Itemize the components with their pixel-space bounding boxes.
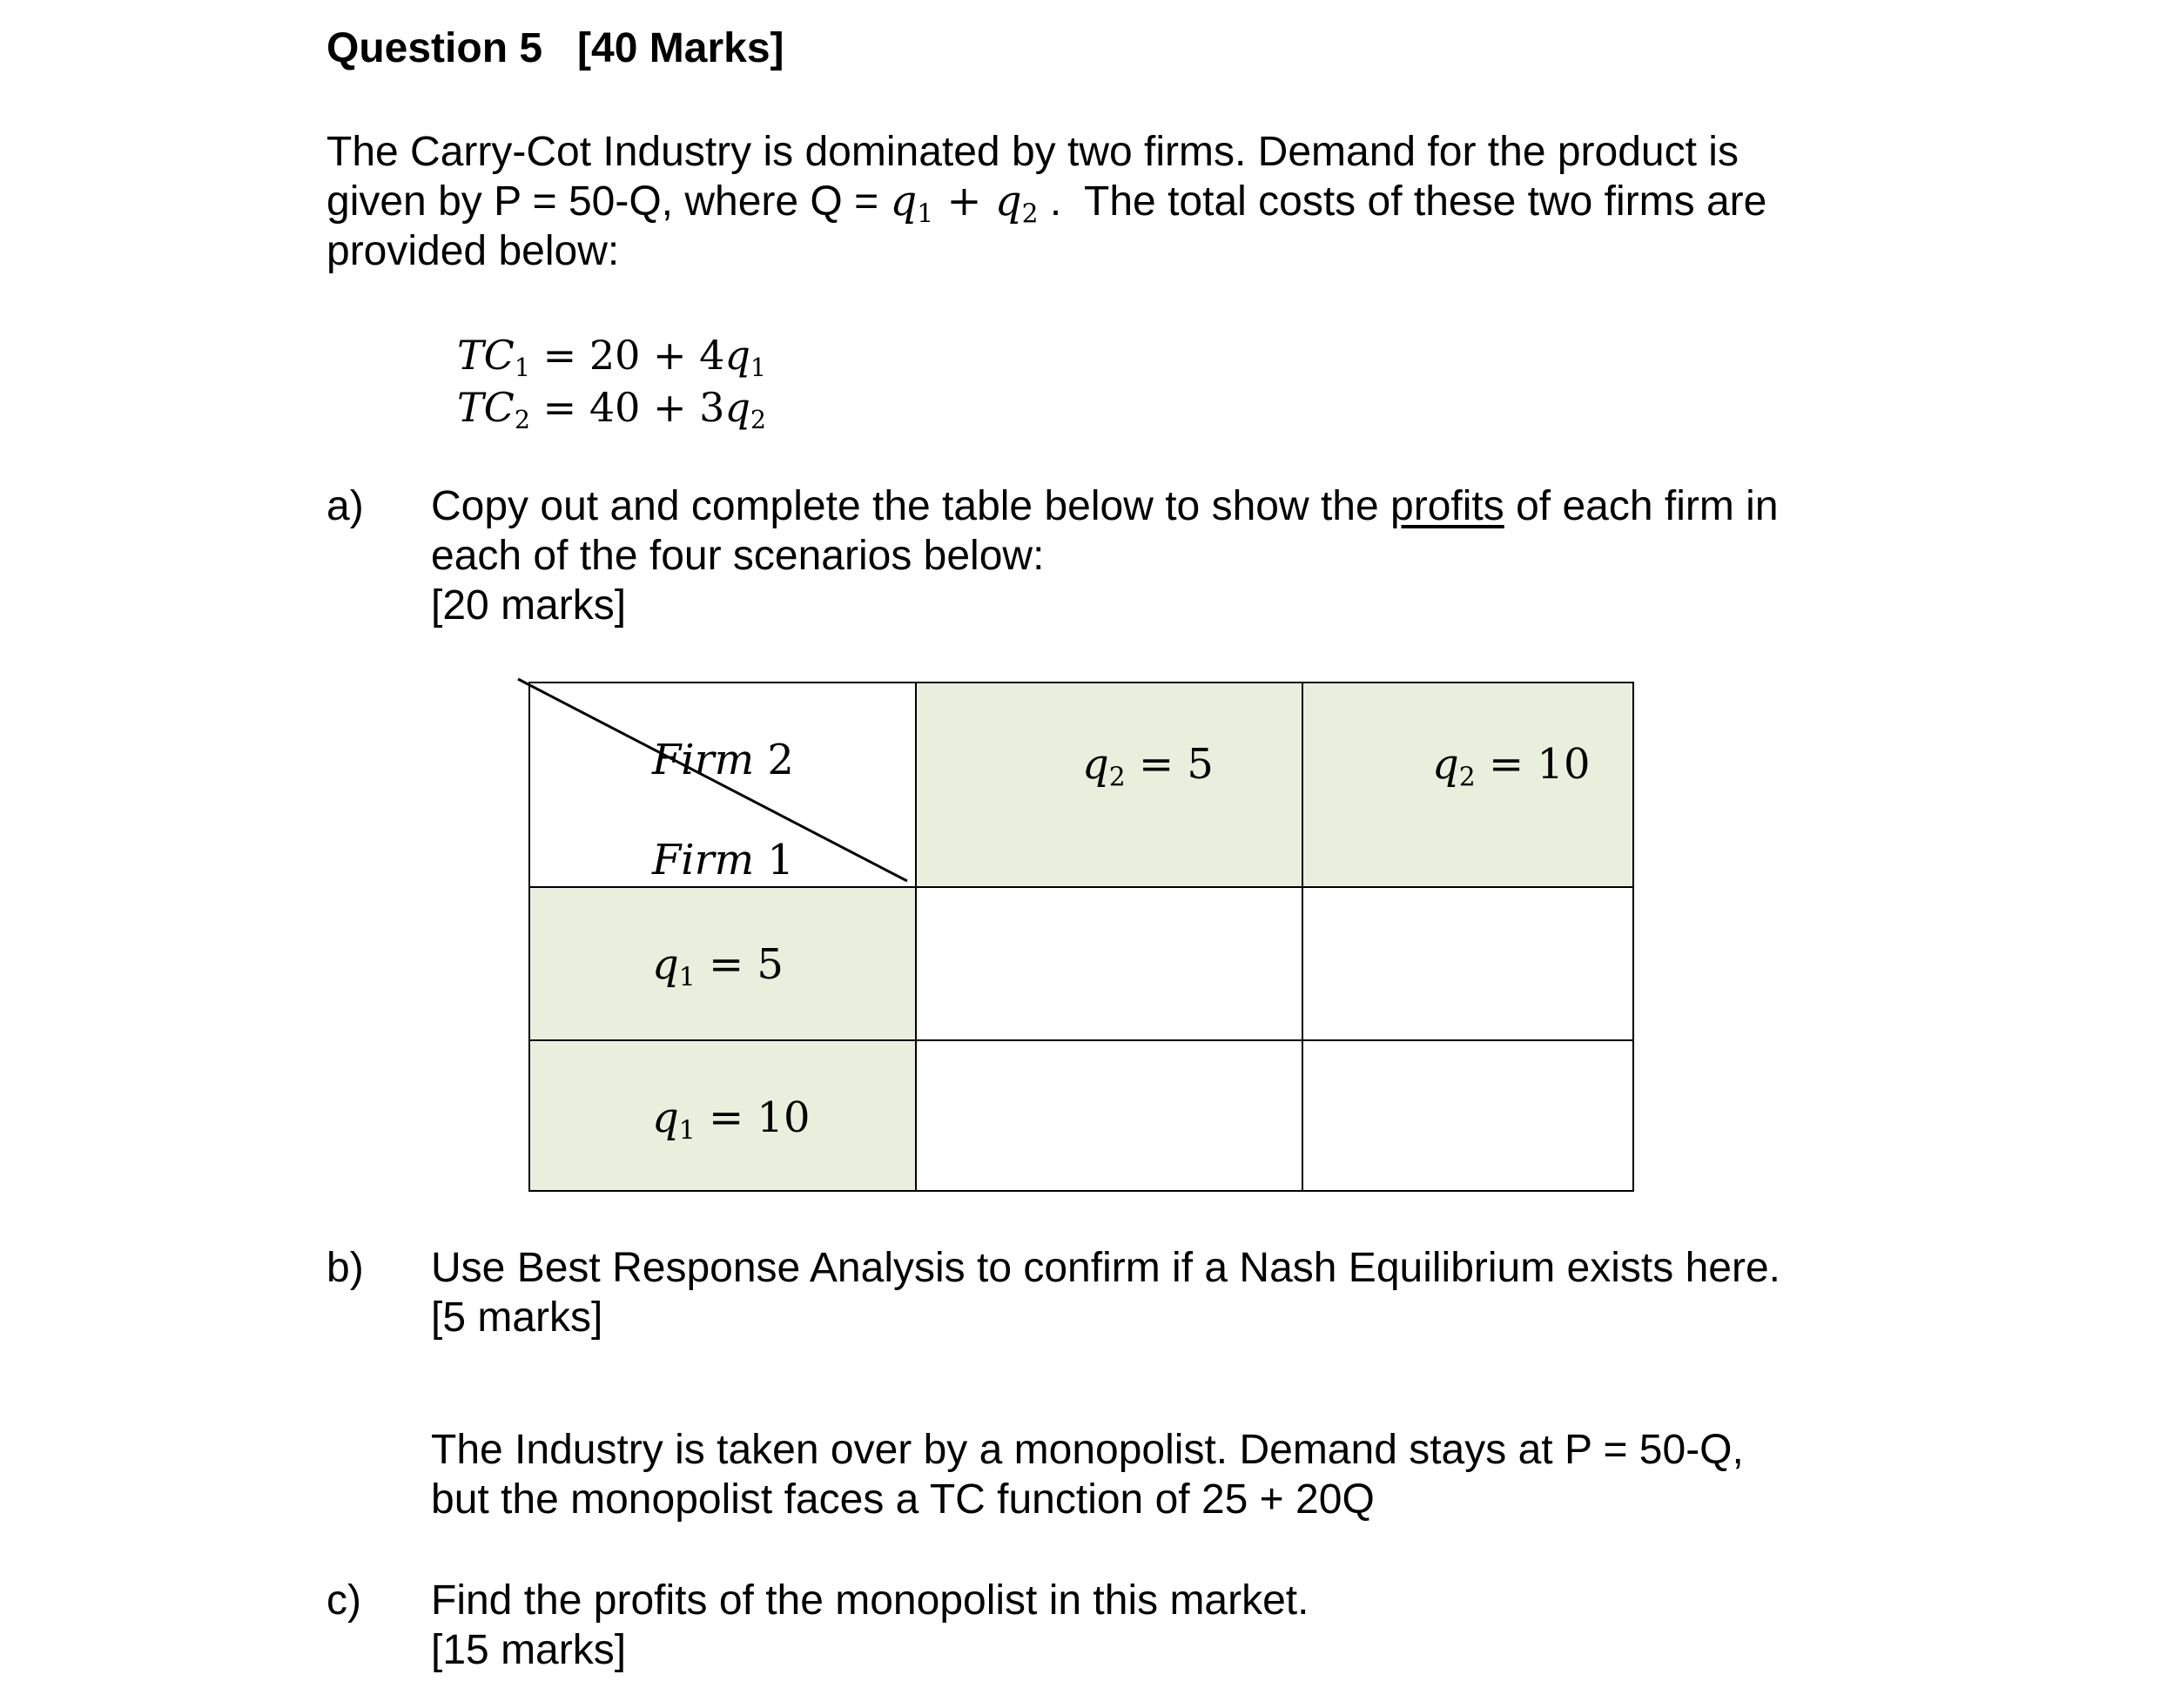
intro-line-1: The Carry-Cot Industry is dominated by two firms. Demand for the product is	[326, 129, 1739, 175]
table-cell-r1-c1	[915, 886, 1303, 1041]
part-b-marks: [5 marks]	[431, 1294, 603, 1341]
row-header-q1-10: $q_1 = 10$	[528, 1039, 917, 1192]
question-total-marks: [40 Marks]	[577, 25, 784, 71]
firm1-header: Firm 1	[652, 836, 794, 884]
part-c-question: Find the profits of the monopolist in this market.	[431, 1577, 1309, 1624]
part-b-question: Use Best Response Analysis to confirm if a Nash Equilibrium exists here.	[431, 1245, 1780, 1291]
part-c-marks: [15 marks]	[431, 1627, 627, 1673]
part-a-text	[431, 481, 2085, 630]
part-c-text	[431, 1576, 2085, 1675]
part-a-marks: [20 marks]	[431, 582, 627, 629]
monopoly-paragraph	[431, 1425, 2085, 1524]
monopoly-line-2: but the monopolist faces a TC function of 25 + 20Q	[431, 1476, 1375, 1523]
table-cell-r1-c2	[1302, 886, 1634, 1041]
firm2-header: Firm 2	[652, 736, 794, 784]
column-header-q2-5: $q_2 = 5$	[915, 682, 1303, 888]
row-header-q1-5: $q_1 = 5$	[528, 886, 917, 1041]
payoff-table	[528, 682, 1634, 1192]
cost-equations	[457, 329, 766, 434]
profits-underlined: profits	[1390, 483, 1504, 529]
part-b-label: b)	[326, 1245, 364, 1291]
column-header-q2-10: $q_2 = 10$	[1302, 682, 1634, 888]
intro-paragraph	[326, 127, 2111, 276]
monopoly-line-1: The Industry is taken over by a monopolist. Demand stays at P = 50-Q,	[431, 1427, 1744, 1473]
q-sum-formula: $q_1 + q_2$	[890, 177, 1039, 230]
table-cell-r2-c2	[1302, 1039, 1634, 1192]
intro-line-2: given by P = 50-Q, where $Q = q_1 + q_2$ . The total costs of these two firms are	[326, 177, 1767, 230]
part-c-label: c)	[326, 1577, 361, 1624]
question-title	[326, 24, 784, 72]
tc1-equation: $TC_1 = 20 + 4q_1$	[457, 332, 767, 382]
part-b-text	[431, 1243, 2085, 1342]
part-a-line-2: each of the four scenarios below:	[431, 533, 1045, 579]
intro-line-3: provided below:	[326, 228, 620, 274]
part-a-label: a)	[326, 483, 364, 529]
tc2-equation: $TC_2 = 40 + 3q_2$	[457, 384, 767, 434]
table-cell-r2-c1	[915, 1039, 1303, 1192]
part-a-line-1: Copy out and complete the table below to show the profits of each firm in	[431, 483, 1779, 529]
question-number: Question 5	[326, 25, 543, 71]
table-corner-cell	[528, 682, 917, 888]
